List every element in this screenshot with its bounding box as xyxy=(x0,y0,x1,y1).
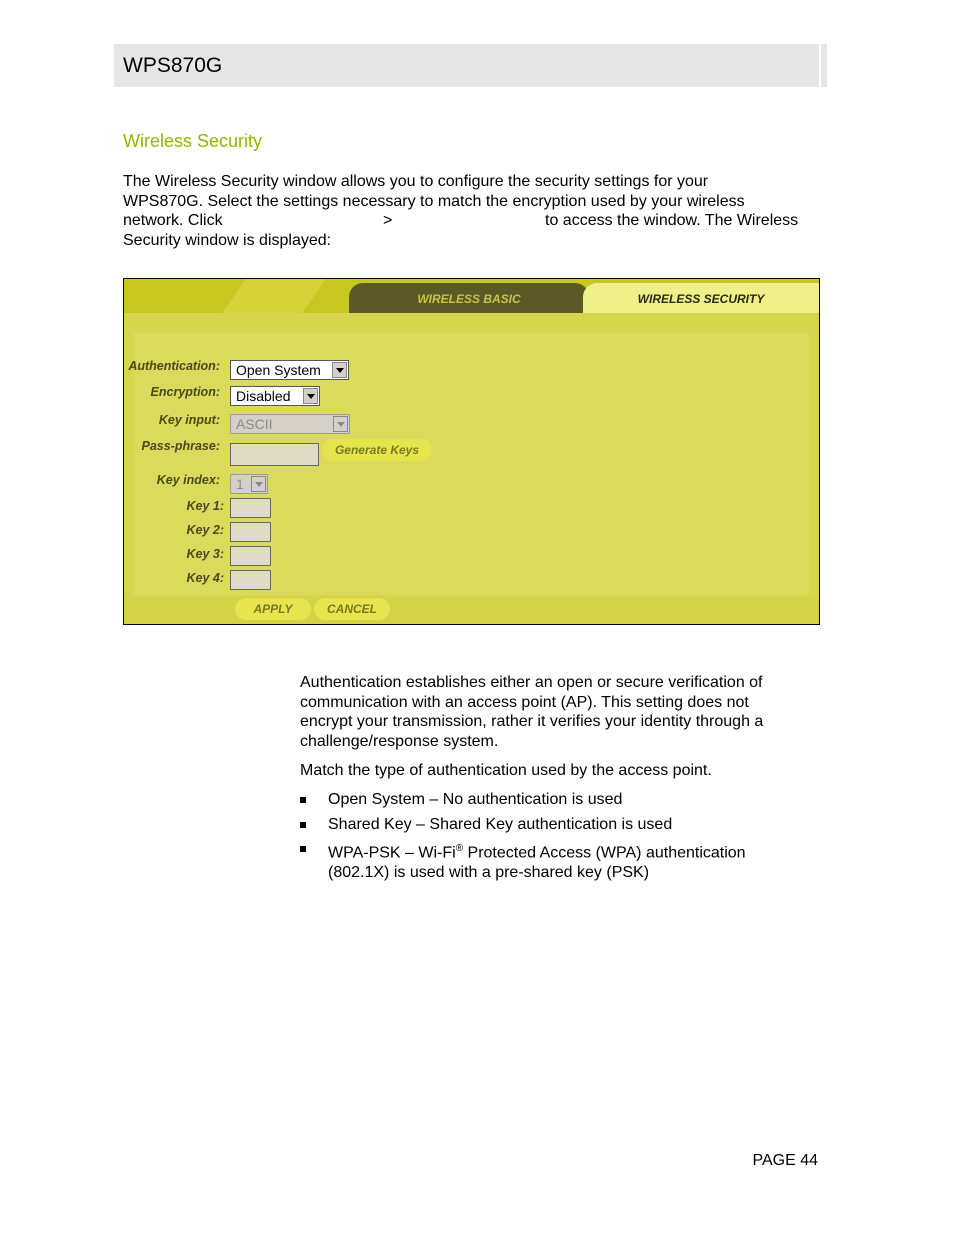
key-2-input[interactable] xyxy=(230,522,271,542)
key-4-input[interactable] xyxy=(230,570,271,590)
match-instruction: Match the type of authentication used by the access point. xyxy=(300,762,712,779)
bullet-icon xyxy=(300,822,306,828)
key-input-value: ASCII xyxy=(236,416,273,432)
key-index-label: Key index: xyxy=(156,473,220,487)
key-input-label: Key input: xyxy=(158,413,220,427)
bullet-icon xyxy=(300,846,306,852)
key-1-label: Key 1: xyxy=(186,499,224,513)
key-3-input[interactable] xyxy=(230,546,271,566)
intro-line-1: The Wireless Security window allows you to configure the security settings for your xyxy=(123,173,709,190)
settings-panel xyxy=(124,313,819,624)
authentication-label: Authentication: xyxy=(128,359,220,373)
intro-line-2: WPS870G. Select the settings necessary to match the encryption used by your wireless xyxy=(123,192,745,210)
intro-line-3-b: > xyxy=(383,212,393,230)
bullet-text-a: WPA-PSK – Wi-Fi xyxy=(328,844,456,862)
button-band xyxy=(124,597,819,624)
key-3-label: Key 3: xyxy=(186,547,224,561)
registered-mark: ® xyxy=(455,843,464,854)
key-2-label: Key 2: xyxy=(186,523,224,537)
wireless-security-screenshot xyxy=(123,278,820,625)
header-bar xyxy=(114,44,827,87)
intro-line-3-a: network. Click xyxy=(123,212,223,230)
description-line-1: Authentication establishes either an open or secure verification of xyxy=(300,674,763,691)
authentication-value: Open System xyxy=(236,362,321,378)
key-1-input[interactable] xyxy=(230,498,271,518)
bullet-text xyxy=(328,839,808,883)
key-index-select[interactable] xyxy=(230,474,268,494)
generate-keys-button[interactable]: Generate Keys xyxy=(322,439,432,461)
bullet-text: Open System – No authentication is used xyxy=(328,791,623,808)
tab-wireless-security-label: WIRELESS SECURITY xyxy=(637,292,765,306)
chevron-down-icon xyxy=(332,362,347,378)
pass-phrase-label: Pass-phrase: xyxy=(141,439,220,453)
encryption-label: Encryption: xyxy=(150,385,220,399)
chevron-down-icon xyxy=(251,476,266,492)
authentication-description xyxy=(300,673,820,751)
intro-paragraph xyxy=(123,172,823,250)
intro-line-3-c: to access the window. The Wireless xyxy=(545,212,799,230)
description-line-4: challenge/response system. xyxy=(300,732,499,750)
apply-button[interactable]: APPLY xyxy=(235,598,311,620)
tab-wireless-basic[interactable] xyxy=(349,283,589,313)
bullet-text: Shared Key – Shared Key authentication is used xyxy=(328,816,673,833)
tab-wireless-security[interactable] xyxy=(583,283,819,313)
header-separator xyxy=(819,44,821,87)
document-title: WPS870G xyxy=(123,54,223,77)
key-index-value: 1 xyxy=(236,476,244,492)
chevron-down-icon xyxy=(333,416,348,432)
description-line-3: encrypt your transmission, rather it verifies your identity through a xyxy=(300,713,764,731)
bullet-text-b: Protected Access (WPA) authentication xyxy=(463,844,746,862)
key-input-select[interactable] xyxy=(230,414,350,434)
encryption-value: Disabled xyxy=(236,388,291,404)
chevron-down-icon xyxy=(303,388,318,404)
intro-line-3 xyxy=(123,211,823,231)
cancel-button[interactable]: CANCEL xyxy=(314,598,390,620)
pass-phrase-input[interactable] xyxy=(230,443,319,466)
section-title: Wireless Security xyxy=(123,131,263,151)
key-4-label: Key 4: xyxy=(186,571,224,585)
encryption-select[interactable] xyxy=(230,386,320,406)
intro-line-4: Security window is displayed: xyxy=(123,231,332,249)
bullet-text-line-2: (802.1X) is used with a pre-shared key (PSK) xyxy=(328,863,650,881)
description-line-2: communication with an access point (AP). This setting does not xyxy=(300,693,749,711)
authentication-select[interactable] xyxy=(230,360,349,380)
page-number: PAGE 44 xyxy=(752,1152,818,1169)
bullet-icon xyxy=(300,797,306,803)
tab-wireless-basic-label: WIRELESS BASIC xyxy=(417,292,521,306)
